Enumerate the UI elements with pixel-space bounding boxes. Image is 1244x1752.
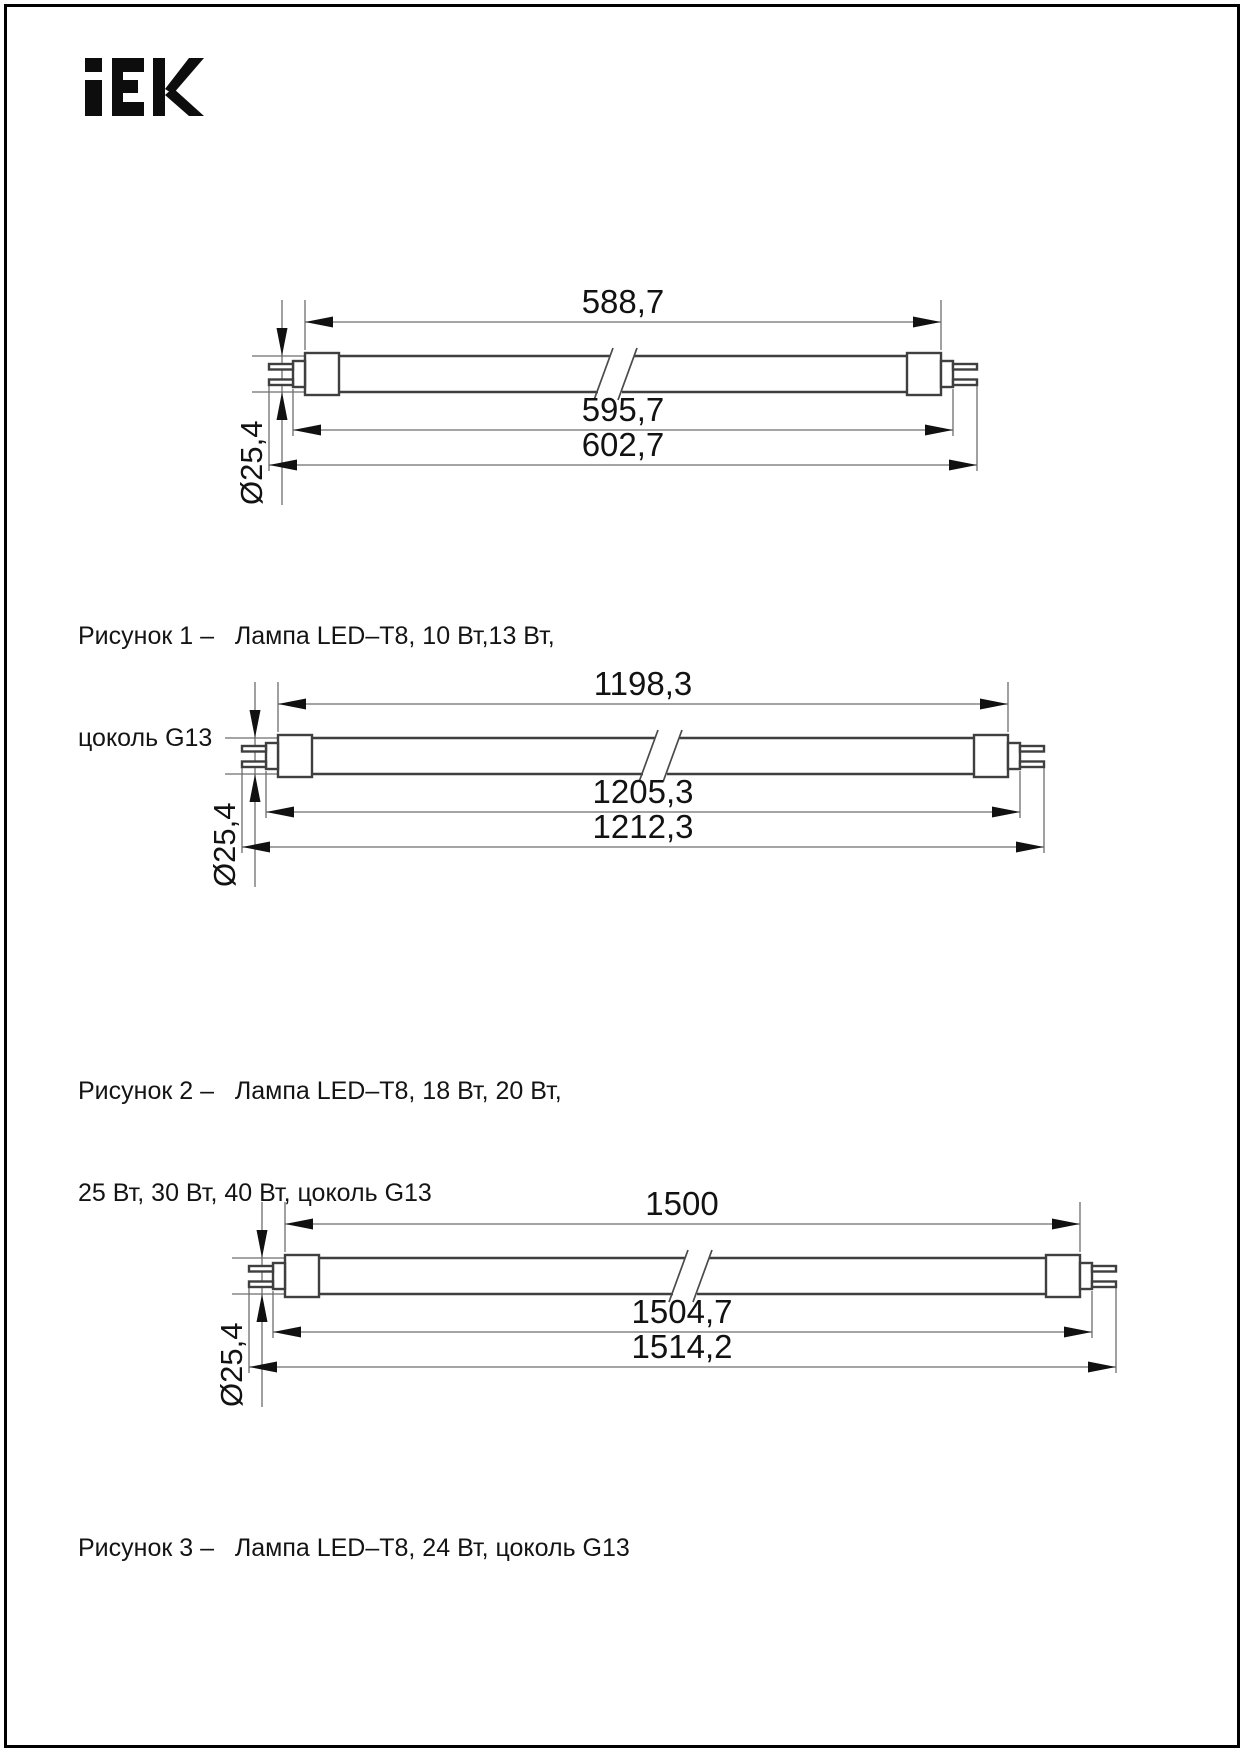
- left-pin-top: [269, 364, 293, 370]
- iek-logo: [85, 58, 204, 116]
- logo-i-stem: [85, 80, 102, 116]
- fig2-dim-overall-length: 1212,3: [592, 808, 694, 845]
- right-pin-bottom: [953, 380, 977, 386]
- fig1-dim-diameter: Ø25,4: [234, 420, 269, 505]
- right-collar: [941, 361, 953, 387]
- logo-i-dot: [85, 58, 102, 72]
- figure-2-caption-line1: Рисунок 2 – Лампа LED–T8, 18 Вт, 20 Вт,: [78, 1077, 562, 1105]
- fig2-dim-tube-length: 1198,3: [593, 665, 693, 702]
- right-end-cap: [1046, 1255, 1080, 1297]
- right-pin-bottom: [1020, 762, 1044, 768]
- figure-2-caption-line2: 25 Вт, 30 Вт, 40 Вт, цоколь G13: [78, 1179, 432, 1207]
- figure-1-drawing: [234, 283, 977, 505]
- left-pin-bottom: [249, 1282, 273, 1288]
- logo-e-mid: [112, 80, 138, 93]
- fig1-dim-overall-length: 602,7: [581, 426, 665, 463]
- logo-k-upper-arm: [165, 58, 204, 94]
- right-collar: [1080, 1263, 1092, 1289]
- logo-e-bottom: [112, 102, 144, 116]
- left-pin-bottom: [269, 380, 293, 386]
- logo-k-stem: [153, 58, 165, 116]
- right-end-cap: [907, 353, 941, 395]
- figure-1-caption: [78, 551, 555, 823]
- figure-1-caption-line2: цоколь G13: [78, 724, 213, 752]
- figure-1-caption-line1: Рисунок 1 – Лампа LED–T8, 10 Вт,13 Вт,: [78, 622, 555, 650]
- right-pin-bottom: [1092, 1282, 1116, 1288]
- right-collar: [1008, 743, 1020, 769]
- right-pin-top: [1020, 746, 1044, 752]
- fig3-dim-overall-length: 1514,2: [631, 1328, 733, 1365]
- logo-k-lower-arm: [165, 88, 204, 116]
- right-pin-top: [1092, 1266, 1116, 1272]
- fig1-dim-tube-length: 588,7: [581, 283, 665, 320]
- fig3-dim-diameter: Ø25,4: [214, 1322, 249, 1407]
- fig2-dim-length-with-caps: 1205,3: [592, 773, 694, 810]
- fig3-dim-tube-length: 1500: [645, 1185, 719, 1222]
- figure-3-caption-line1: Рисунок 3 – Лампа LED–T8, 24 Вт, цоколь G13: [78, 1534, 630, 1562]
- logo-e-top: [112, 58, 144, 72]
- fig1-dim-length-with-caps: 595,7: [581, 391, 665, 428]
- figure-2-caption: [78, 1006, 562, 1278]
- fig2-dim-diameter: Ø25,4: [207, 802, 242, 887]
- left-end-cap: [305, 353, 339, 395]
- figure-3-caption: [78, 1463, 630, 1633]
- right-pin-top: [953, 364, 977, 370]
- fig3-dim-length-with-caps: 1504,7: [631, 1293, 733, 1330]
- left-collar: [293, 361, 305, 387]
- right-end-cap: [974, 735, 1008, 777]
